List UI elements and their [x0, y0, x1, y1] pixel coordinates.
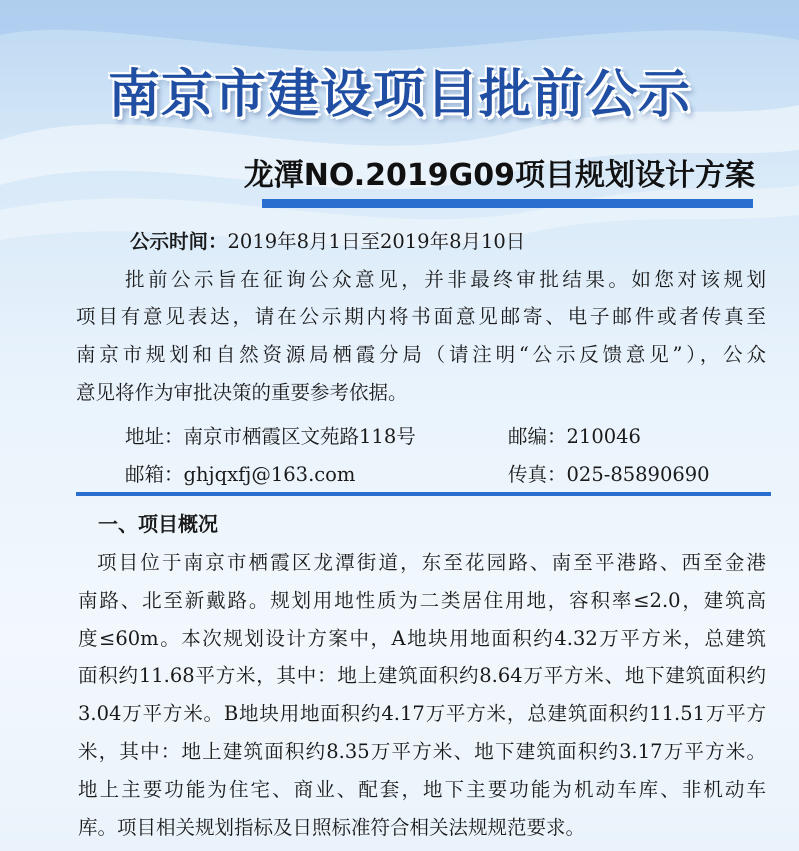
- notice-line: 意见将作为审批决策的重要参考依据。: [76, 381, 408, 404]
- notice-time-label: 公示时间：: [130, 230, 228, 253]
- postcode-value: 210046: [566, 425, 641, 448]
- subtitle-underline: [262, 199, 753, 208]
- notice-line: 南京市规划和自然资源局栖霞分局（请注明“公示反馈意见”），公众: [76, 343, 766, 366]
- address-value: 南京市栖霞区文苑路118号: [183, 425, 416, 448]
- section-line: 南路、北至新戴路。规划用地性质为二类居住用地，容积率≤2.0，建筑高: [78, 589, 766, 612]
- section-line: 3.04万平方米。B地块用地面积约4.17万平方米，总建筑面积约11.51万平方: [78, 702, 766, 725]
- notice-time-row: [130, 226, 525, 254]
- address-label: 地址：: [125, 425, 184, 448]
- section-line: 项目位于南京市栖霞区龙潭街道，东至花园路、南至平港路、西至金港: [97, 551, 766, 574]
- section-line: 面积约11.68平方米，其中：地上建筑面积约8.64万平方米、地下建筑面积约: [78, 664, 766, 687]
- background-wave-decoration: [0, 0, 799, 260]
- section-divider: [76, 492, 771, 496]
- email-value[interactable]: ghjqxfj@163.com: [183, 463, 356, 486]
- section-line: 度≤60m。本次规划设计方案中，A地块用地面积约4.32万平方米，总建筑: [78, 627, 766, 650]
- fax-value: 025-85890690: [566, 463, 710, 486]
- notice-line: 项目有意见表达，请在公示期内将书面意见邮寄、电子邮件或者传真至: [76, 305, 766, 328]
- fax-row: [508, 459, 710, 487]
- postcode-label: 邮编：: [508, 425, 567, 448]
- postcode-row: [508, 421, 641, 449]
- banner-title: 南京市建设项目批前公示: [107, 65, 691, 125]
- project-subtitle: 龙潭NO.2019G09项目规划设计方案: [243, 158, 755, 193]
- section-line: 地上主要功能为住宅、商业、配套，地下主要功能为机动车库、非机动车: [78, 778, 766, 801]
- notice-line: 批前公示旨在征询公众意见，并非最终审批结果。如您对该规划: [125, 268, 766, 291]
- section-line: 库。项目相关规划指标及日照标准符合相关法规规范要求。: [78, 816, 586, 839]
- section-heading: 一、项目概况: [98, 512, 218, 536]
- address-row: [125, 421, 416, 449]
- notice-time-value: 2019年8月1日至2019年8月10日: [227, 230, 526, 253]
- section-line: 米，其中：地上建筑面积约8.35万平方米、地下建筑面积约3.17万平方米。: [78, 740, 766, 763]
- email-row: [125, 459, 355, 487]
- email-label: 邮箱：: [125, 463, 184, 486]
- fax-label: 传真：: [508, 463, 567, 486]
